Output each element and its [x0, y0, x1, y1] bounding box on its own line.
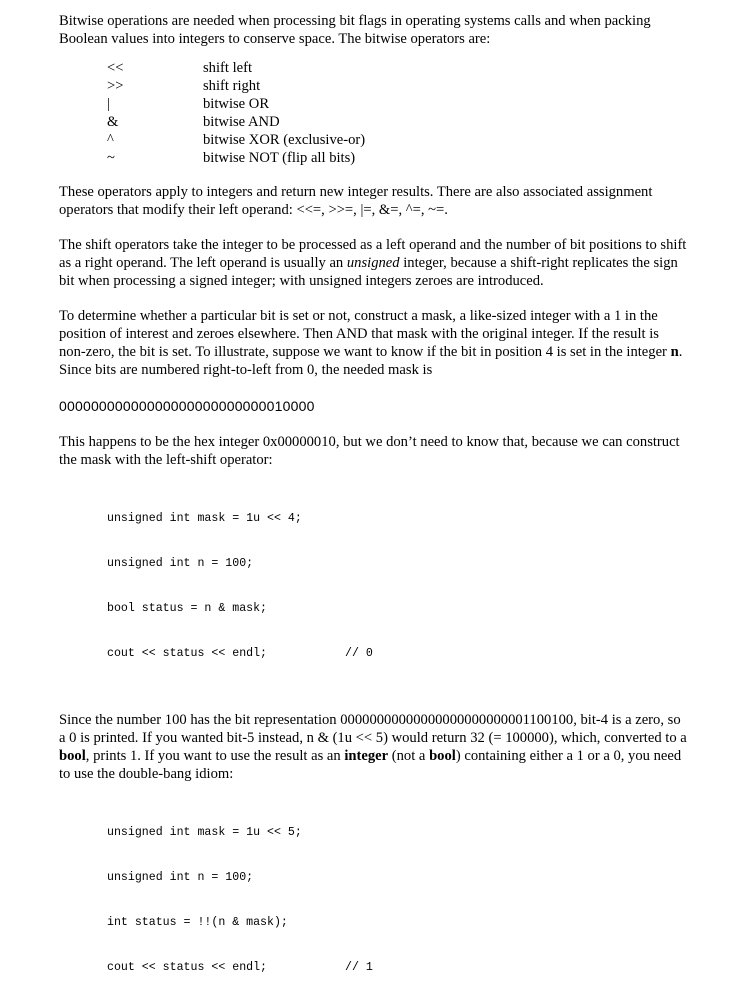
operator-symbol: | [107, 96, 110, 112]
text-run: Since the number 100 has the bit representation 00000000000000000000000001100100, bit-4 is a zero, so a 0 is printed. If you wanted bit-5 instead, n & (1u << 5) would return 32 (= 100000), which, converted to a [59, 712, 687, 746]
code-line [107, 646, 689, 661]
code-line [107, 601, 689, 616]
code-text: cout << status << endl; [107, 961, 268, 974]
code-line [107, 556, 689, 571]
code-text: unsigned int n = 100; [107, 557, 254, 570]
code-comment: // 1 [345, 961, 373, 974]
operator-row [107, 77, 689, 95]
code-line [107, 870, 689, 885]
bold-bool: bool [59, 748, 86, 764]
code-text: cout << status << endl; [107, 647, 268, 660]
text-run: ) containing either a 1 or a 0, you need to use the double-bang idiom: [59, 748, 682, 782]
code-text: bool status = n & mask; [107, 602, 268, 615]
text-run: integer, because a shift-right replicates the sign bit when processing a signed integer; with unsigned integers zeroes are introduced. [59, 255, 678, 289]
operator-symbol: ^ [107, 132, 114, 148]
shift-operators-paragraph [59, 236, 689, 290]
emphasis-unsigned: unsigned [346, 255, 400, 271]
code-line [107, 825, 689, 840]
bold-n: n [670, 344, 679, 360]
code-text: unsigned int mask = 1u << 4; [107, 512, 302, 525]
operator-list [107, 59, 689, 167]
hex-paragraph: This happens to be the hex integer 0x00000010, but we don’t need to know that, because we can construct the mask with the left-shift operator: [59, 434, 680, 468]
text-run: The shift operators take the integer to be processed as a left operand and the number of bit positions to shift as a right operand. The left operand is usually an [59, 237, 687, 271]
operator-description: bitwise NOT (flip all bits) [203, 150, 356, 166]
double-bang-paragraph [59, 711, 689, 783]
operator-symbol: >> [107, 78, 124, 94]
operator-symbol: << [107, 60, 124, 76]
operator-description: shift right [203, 78, 261, 94]
code-line [107, 960, 689, 975]
code-comment: // 0 [345, 647, 373, 660]
assignment-operators-paragraph: These operators apply to integers and return new integer results. There are also associated assignment operators that modify their left operand: <<=, >>=, |=, &=, ^=, ~=. [59, 184, 653, 218]
text-run: (not a [388, 748, 430, 764]
code-text: unsigned int mask = 1u << 5; [107, 826, 302, 839]
operator-symbol: ~ [107, 150, 115, 166]
text-run: . Since bits are numbered right-to-left from 0, the needed mask is [59, 344, 683, 378]
mask-paragraph [59, 307, 689, 379]
operator-row [107, 59, 689, 77]
code-line [107, 915, 689, 930]
text-run: , prints 1. If you want to use the result as an [85, 748, 345, 764]
code-text: unsigned int n = 100; [107, 871, 254, 884]
bold-bool: bool [429, 748, 456, 764]
operator-row [107, 131, 689, 149]
code-block-1 [107, 481, 689, 691]
operator-row [107, 95, 689, 113]
mask-binary-value: 00000000000000000000000000010000 [59, 398, 315, 414]
operator-description: bitwise OR [203, 96, 270, 112]
code-block-2 [107, 795, 689, 1005]
code-text: int status = !!(n & mask); [107, 916, 288, 929]
operator-symbol: & [107, 114, 119, 130]
operator-description: bitwise AND [203, 114, 280, 130]
operator-description: bitwise XOR (exclusive-or) [203, 132, 366, 148]
document-page [59, 12, 689, 1005]
intro-paragraph: Bitwise operations are needed when processing bit flags in operating systems calls and when packing Boolean values into integers to conserve space. The bitwise operators are: [59, 13, 651, 47]
bold-integer: integer [344, 748, 389, 764]
text-run: To determine whether a particular bit is set or not, construct a mask, a like-sized integer with a 1 in the position of interest and zeroes elsewhere. Then AND that mask with the original integer. If the result is non-zero, the bit is set. To illustrate, suppose we want to know if the bit in position 4 is set in the integer [59, 308, 671, 360]
operator-row [107, 149, 689, 167]
code-line [107, 511, 689, 526]
operator-row [107, 113, 689, 131]
operator-description: shift left [203, 60, 253, 76]
